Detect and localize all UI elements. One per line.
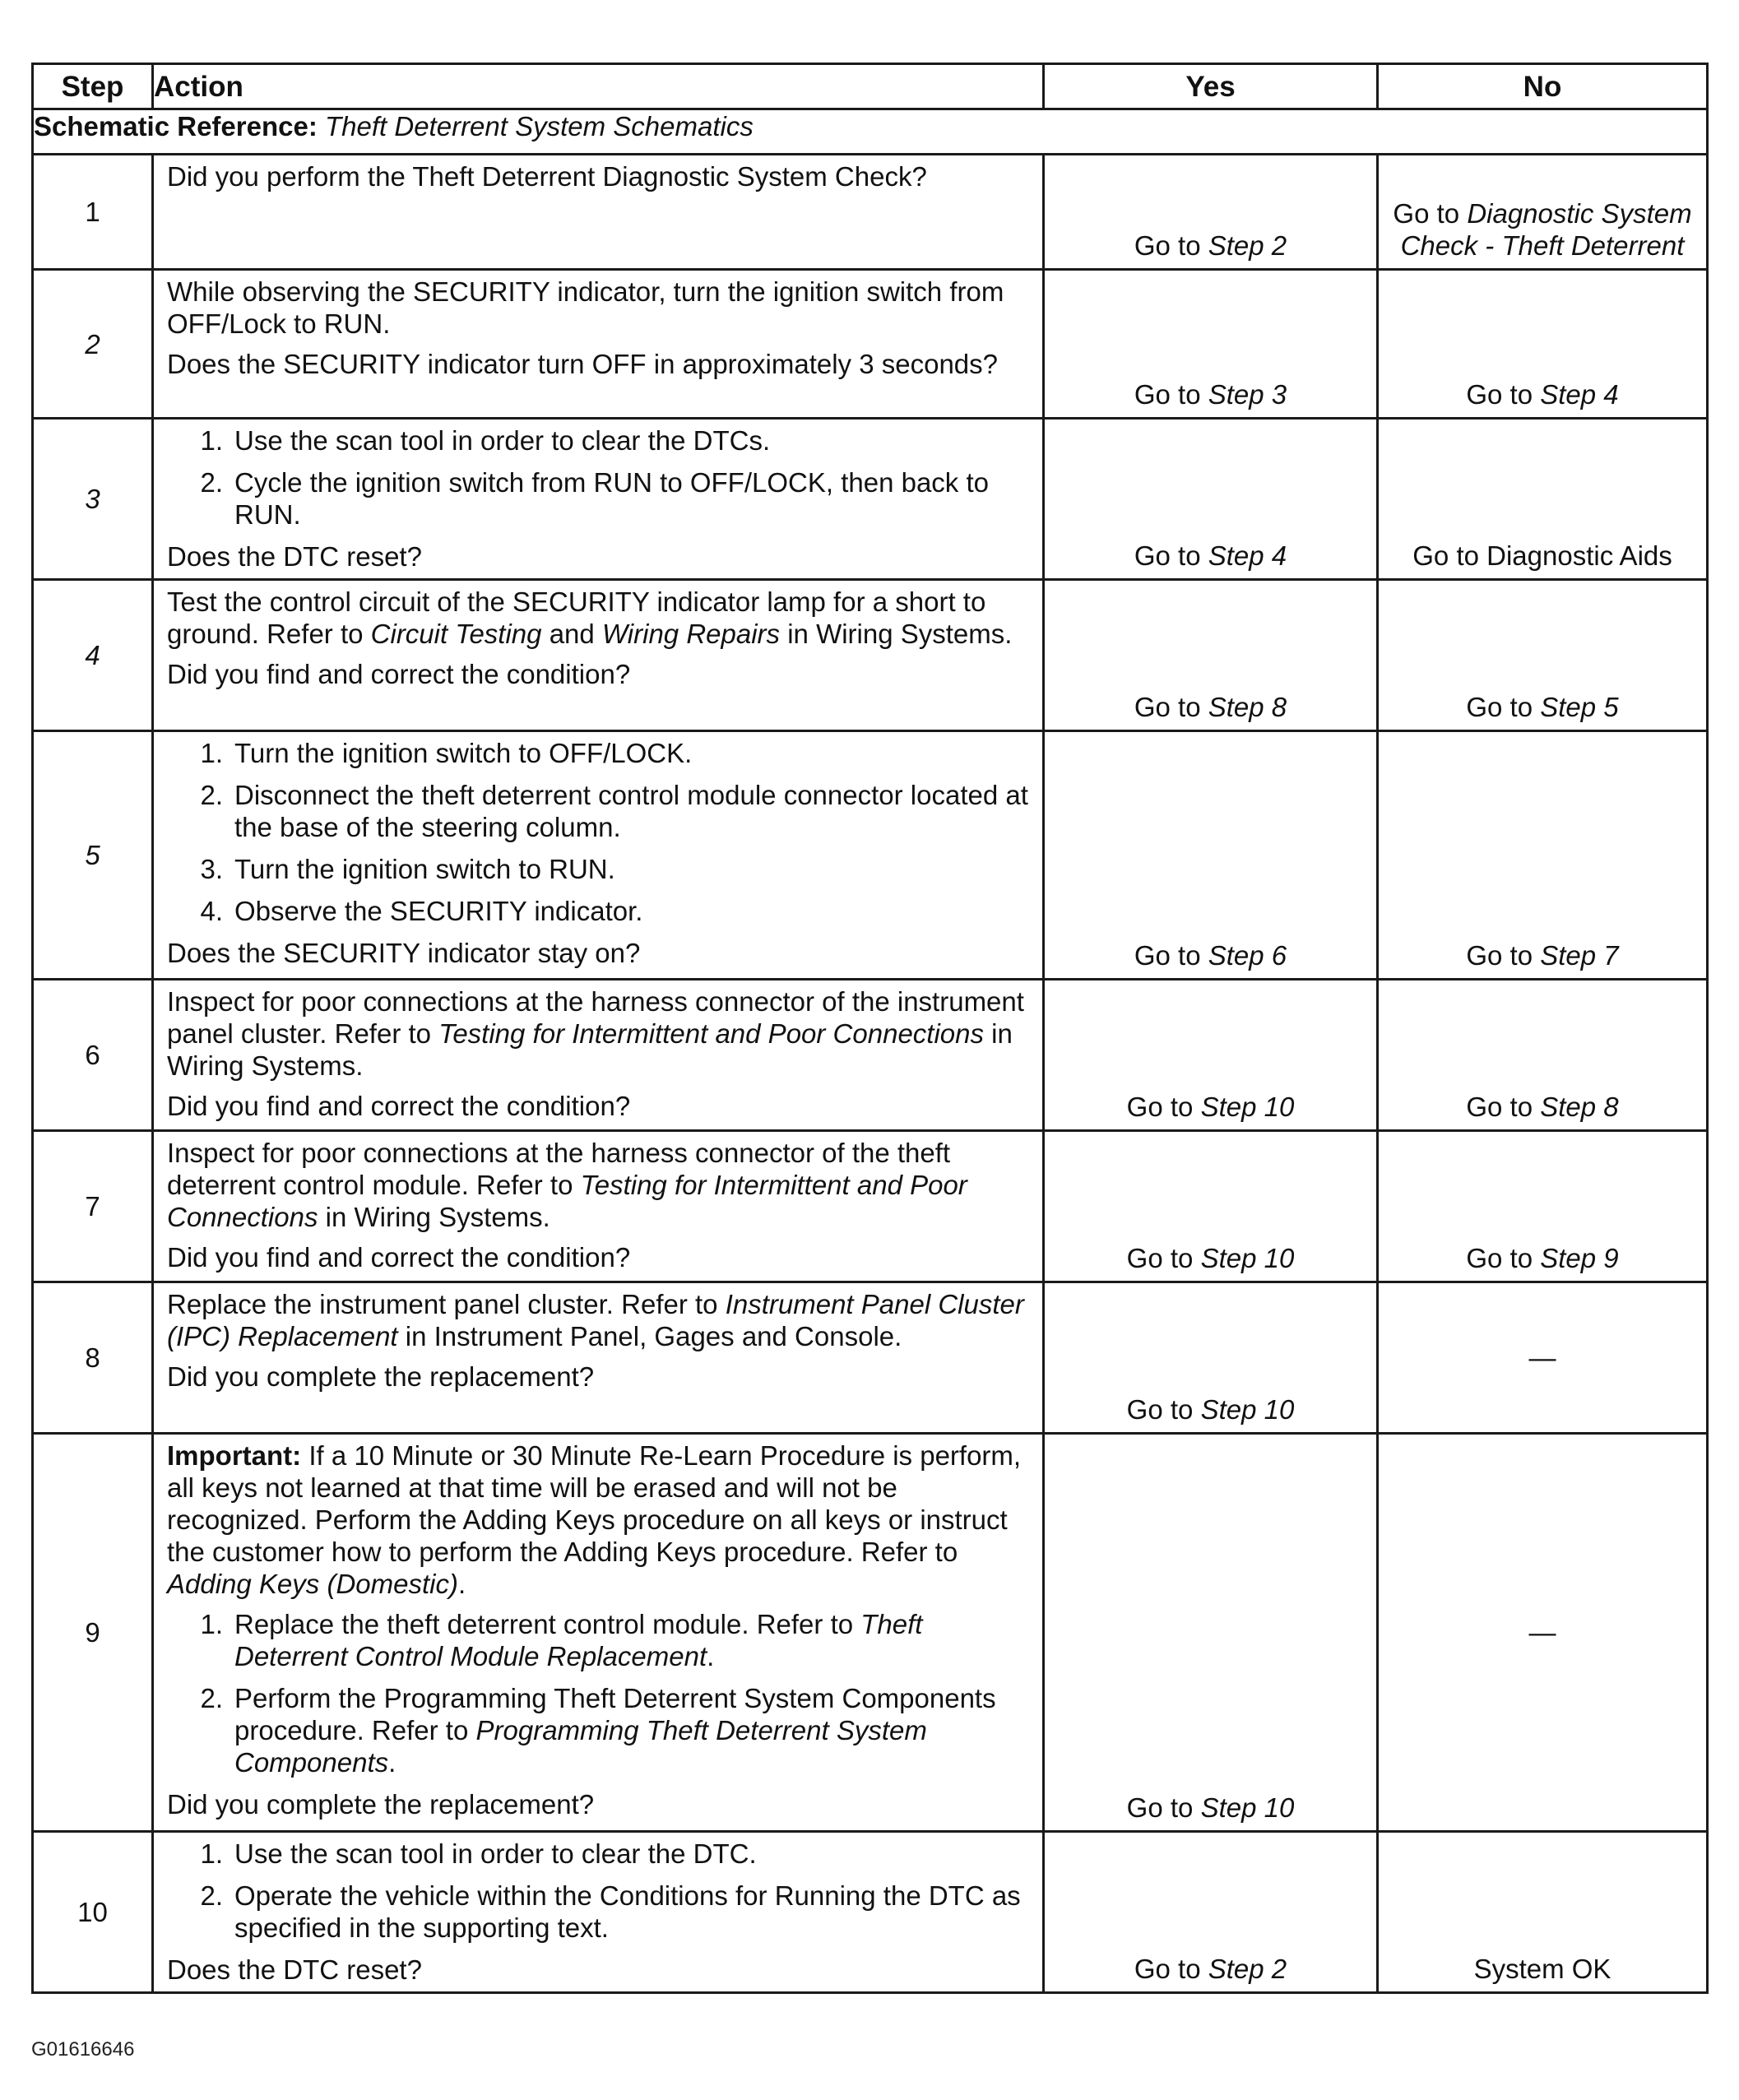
text-run: in Wiring Systems. <box>167 1018 1013 1081</box>
step-number: 2 <box>33 270 153 419</box>
action-cell <box>153 980 1044 1131</box>
reference-link: Adding Keys (Domestic) <box>167 1569 458 1599</box>
table-row <box>33 155 1708 270</box>
list-item <box>167 737 1029 769</box>
yes-result <box>1044 419 1378 580</box>
list-text: Use the scan tool in order to clear the DTCs. <box>234 425 771 456</box>
list-item <box>167 1682 1029 1778</box>
list-item <box>167 1838 1029 1870</box>
reference-link: Instrument Panel Cluster (IPC) Replacement <box>167 1289 1024 1351</box>
instruction-text <box>167 985 1029 1082</box>
no-prefix: Go to <box>1466 692 1541 722</box>
yes-step-ref: Step 2 <box>1208 230 1287 261</box>
table-row <box>33 580 1708 731</box>
table-row <box>33 980 1708 1131</box>
list-text: Turn the ignition switch to OFF/LOCK. <box>234 738 693 768</box>
no-result <box>1378 1131 1708 1282</box>
text-run: . <box>707 1641 715 1671</box>
list-number: 2. <box>200 467 223 498</box>
yes-prefix: Go to <box>1134 230 1208 261</box>
text-run: . <box>388 1747 396 1778</box>
schematic-reference-label: Schematic Reference: <box>34 111 318 141</box>
action-cell <box>153 270 1044 419</box>
no-step-ref: Diagnostic System Check - Theft Deterrent <box>1400 198 1692 261</box>
no-step-ref: Step 7 <box>1540 940 1619 971</box>
yes-result <box>1044 731 1378 980</box>
yes-step-ref: Step 10 <box>1200 1092 1295 1122</box>
list-item <box>167 424 1029 457</box>
schematic-reference-row <box>33 109 1708 155</box>
no-prefix: Go to <box>1393 198 1468 229</box>
list-item <box>167 779 1029 843</box>
yes-prefix: Go to <box>1126 1394 1201 1425</box>
no-step-ref: Step 9 <box>1540 1243 1619 1273</box>
list-text: Turn the ignition switch to RUN. <box>234 854 615 884</box>
yes-result <box>1044 155 1378 270</box>
question-text: Did you find and correct the condition? <box>167 1091 631 1121</box>
yes-step-ref: Step 10 <box>1200 1243 1295 1273</box>
action-cell <box>153 580 1044 731</box>
no-step-ref: Step 5 <box>1540 692 1619 722</box>
question-text: Did you find and correct the condition? <box>167 1242 631 1273</box>
list-text <box>234 1608 1029 1672</box>
header-step: Step <box>33 64 153 109</box>
header-no: No <box>1378 64 1708 109</box>
yes-prefix: Go to <box>1134 1954 1208 1984</box>
procedure-list <box>167 424 1029 531</box>
important-label: Important: <box>167 1440 302 1471</box>
procedure-list <box>167 1608 1029 1778</box>
instruction-text: While observing the SECURITY indicator, turn the ignition switch from OFF/Lock to RUN. <box>167 276 1004 339</box>
list-number: 1. <box>200 738 223 768</box>
question-text: Did you complete the replacement? <box>167 1361 595 1392</box>
text-run: Inspect for poor connections at the harness connector of the instrument panel cluster. Refer to <box>167 986 1024 1049</box>
text-run: in Instrument Panel, Gages and Console. <box>397 1321 902 1351</box>
text-run: Replace the theft deterrent control module. Refer to <box>234 1609 861 1639</box>
step-number: 7 <box>33 1131 153 1282</box>
text-run: Replace the instrument panel cluster. Refer to <box>167 1289 726 1319</box>
reference-link: Programming Theft Deterrent System Components <box>234 1715 927 1778</box>
list-item <box>167 1608 1029 1672</box>
yes-prefix: Go to <box>1134 540 1208 571</box>
text-run: Test the control circuit of the SECURITY indicator lamp for a short to ground. Refer to <box>167 586 986 649</box>
schematic-reference <box>33 109 1708 155</box>
list-item <box>167 895 1029 927</box>
procedure-list <box>167 737 1029 927</box>
step-number: 8 <box>33 1282 153 1434</box>
text-run: Inspect for poor connections at the harness connector of the theft deterrent control module. Refer to <box>167 1138 951 1200</box>
text-run: and <box>541 619 602 649</box>
list-number: 3. <box>200 854 223 884</box>
reference-link: Theft Deterrent Control Module Replacement <box>234 1609 923 1671</box>
procedure-list <box>167 1838 1029 1944</box>
text-run: in Wiring Systems. <box>318 1202 550 1232</box>
list-number: 4. <box>200 896 223 926</box>
step-number: 3 <box>33 419 153 580</box>
table-header-row <box>33 64 1708 109</box>
text-run: . <box>457 1569 466 1599</box>
list-text <box>234 1682 1029 1778</box>
yes-prefix: Go to <box>1134 940 1208 971</box>
list-number: 2. <box>200 780 223 810</box>
reference-link: Circuit Testing <box>370 619 542 649</box>
instruction-text <box>167 1288 1029 1352</box>
yes-step-ref: Step 6 <box>1208 940 1287 971</box>
yes-step-ref: Step 10 <box>1200 1394 1295 1425</box>
question-text: Did you complete the replacement? <box>167 1789 595 1820</box>
yes-result <box>1044 1832 1378 1993</box>
question-text: Does the SECURITY indicator stay on? <box>167 938 641 968</box>
yes-result <box>1044 980 1378 1131</box>
yes-result <box>1044 1282 1378 1434</box>
action-cell <box>153 1282 1044 1434</box>
important-note <box>167 1439 1029 1600</box>
no-result <box>1378 270 1708 419</box>
no-result <box>1378 580 1708 731</box>
list-item <box>167 466 1029 531</box>
list-number: 1. <box>200 1838 223 1869</box>
list-number: 2. <box>200 1683 223 1713</box>
step-number: 9 <box>33 1434 153 1832</box>
question-text: Does the DTC reset? <box>167 541 422 572</box>
no-result: — <box>1378 1434 1708 1832</box>
action-cell <box>153 1131 1044 1282</box>
no-result: System OK <box>1378 1832 1708 1993</box>
action-cell <box>153 419 1044 580</box>
yes-step-ref: Step 3 <box>1208 379 1287 410</box>
yes-step-ref: Step 2 <box>1208 1954 1287 1984</box>
no-result <box>1378 980 1708 1131</box>
no-step-ref: Step 8 <box>1540 1092 1619 1122</box>
action-cell <box>153 731 1044 980</box>
figure-code: G01616646 <box>31 2038 135 2061</box>
reference-link: Testing for Intermittent and Poor Connections <box>438 1018 985 1049</box>
list-text: Observe the SECURITY indicator. <box>234 896 643 926</box>
text-run: in Wiring Systems. <box>780 619 1013 649</box>
yes-step-ref: Step 8 <box>1208 692 1287 722</box>
list-text: Disconnect the theft deterrent control module connector located at the base of the steering column. <box>234 780 1028 842</box>
no-prefix: Go to <box>1466 940 1541 971</box>
table-row <box>33 1434 1708 1832</box>
no-result: Go to Diagnostic Aids <box>1378 419 1708 580</box>
no-prefix: Go to <box>1466 1092 1541 1122</box>
question-text: Does the SECURITY indicator turn OFF in approximately 3 seconds? <box>167 349 998 379</box>
yes-result <box>1044 1434 1378 1832</box>
table-row <box>33 270 1708 419</box>
table-row <box>33 419 1708 580</box>
no-prefix: Go to <box>1466 1243 1541 1273</box>
no-prefix: Go to <box>1466 379 1541 410</box>
reference-link: Testing for Intermittent and Poor Connections <box>167 1170 967 1232</box>
list-item <box>167 1880 1029 1944</box>
step-number: 4 <box>33 580 153 731</box>
question-text: Did you find and correct the condition? <box>167 659 631 689</box>
yes-step-ref: Step 4 <box>1208 540 1287 571</box>
list-number: 1. <box>200 425 223 456</box>
schematic-reference-value: Theft Deterrent System Schematics <box>325 111 754 141</box>
step-number: 1 <box>33 155 153 270</box>
header-action: Action <box>153 64 1044 109</box>
table-row <box>33 1131 1708 1282</box>
instruction-text <box>167 1137 1029 1233</box>
no-result: — <box>1378 1282 1708 1434</box>
list-number: 1. <box>200 1609 223 1639</box>
action-cell <box>153 155 1044 270</box>
text-run: If a 10 Minute or 30 Minute Re-Learn Procedure is perform, all keys not learned at that time will be erased and will not be recognized. Perform the Adding Keys procedure on all keys or instruct the customer how to perform the Adding Keys procedure. Refer to <box>167 1440 1022 1567</box>
question-text: Does the DTC reset? <box>167 1954 422 1985</box>
text-run: Perform the Programming Theft Deterrent System Components procedure. Refer to <box>234 1683 996 1745</box>
yes-prefix: Go to <box>1134 379 1208 410</box>
list-text: Operate the vehicle within the Conditions for Running the DTC as specified in the supporting text. <box>234 1880 1021 1943</box>
yes-prefix: Go to <box>1126 1243 1201 1273</box>
action-cell <box>153 1434 1044 1832</box>
no-result <box>1378 731 1708 980</box>
step-number: 6 <box>33 980 153 1131</box>
yes-prefix: Go to <box>1134 692 1208 722</box>
diagnostic-table <box>31 63 1709 1994</box>
list-text: Use the scan tool in order to clear the DTC. <box>234 1838 757 1869</box>
no-result <box>1378 155 1708 270</box>
yes-result <box>1044 270 1378 419</box>
no-step-ref: Step 4 <box>1540 379 1619 410</box>
instruction-text <box>167 586 1029 650</box>
list-number: 2. <box>200 1880 223 1911</box>
table-row <box>33 1282 1708 1434</box>
yes-result <box>1044 1131 1378 1282</box>
yes-prefix: Go to <box>1126 1092 1201 1122</box>
header-yes: Yes <box>1044 64 1378 109</box>
yes-step-ref: Step 10 <box>1200 1792 1295 1823</box>
action-cell <box>153 1832 1044 1993</box>
list-text: Cycle the ignition switch from RUN to OFF/LOCK, then back to RUN. <box>234 467 989 530</box>
step-number: 5 <box>33 731 153 980</box>
table-row <box>33 1832 1708 1993</box>
yes-prefix: Go to <box>1126 1792 1201 1823</box>
yes-result <box>1044 580 1378 731</box>
list-item <box>167 853 1029 885</box>
table-row <box>33 731 1708 980</box>
step-number: 10 <box>33 1832 153 1993</box>
question-text: Did you perform the Theft Deterrent Diagnostic System Check? <box>167 161 927 192</box>
reference-link: Wiring Repairs <box>601 619 781 649</box>
